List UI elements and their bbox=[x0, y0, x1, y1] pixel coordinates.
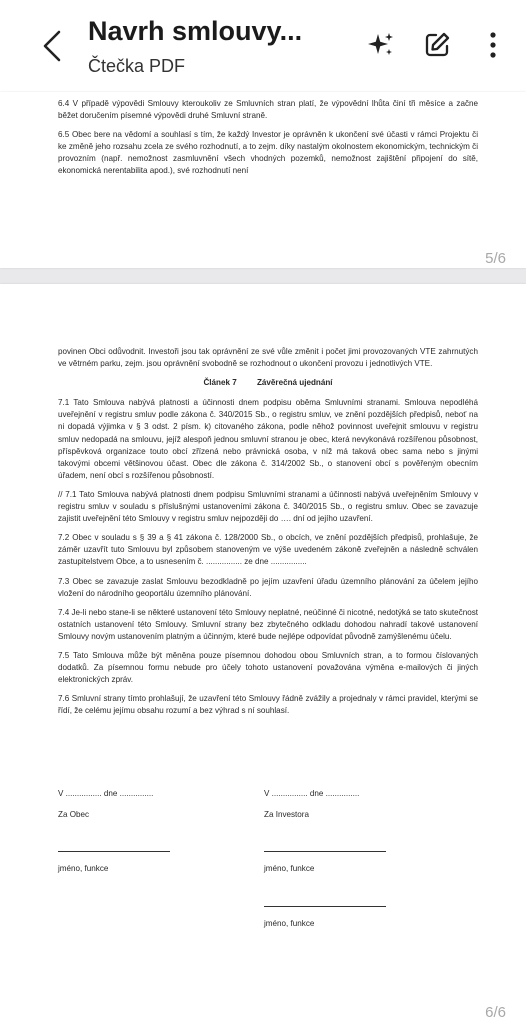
signature-line-investor-2 bbox=[264, 906, 386, 907]
article-number: Článek 7 bbox=[203, 378, 237, 388]
paragraph-7-1: 7.1 Tato Smlouva nabývá platnosti a účinnosti dnem podpisu oběma Smluvními stranami. Smlouva nepodléhá uveřejnění v registru smluv podle zákona č. 340/2015 Sb., o registru smluv, ve znění pozdějších předpisů, neboť na ni dopadá výjimka v § 3 odst. 2 písm. k) citovaného zákona, podle něhož povinnost uveřejnit smlouvu v registru smluv nedopadá na smlouvu, jejíž alespoň jednou smluvní stranou je obec, která nevykonává rozšířenou působnost, příspěvková organizace touto obcí zřízená nebo právnická osoba, v níž má taková obec sama nebo s jinými takovými obcemi většinovou účast. Obec dle zákona č. 314/2002 Sb., o stanovení obcí s pověřeným obecním úřadem, není obcí s rozšířenou působností. bbox=[58, 398, 478, 480]
paragraph-continuation: povinen Obci odůvodnit. Investoři jsou tak oprávnění ze své vůle změnit i počet jimi provozovaných VTE zahrnutých ve větrném parku, zejm. jsou oprávnění svobodně se rozhodnout o ukončení provozu i jednotlivých VTE. bbox=[58, 347, 478, 369]
document-title: Navrh smlouvy... bbox=[88, 16, 303, 46]
paragraph-7-5: 7.5 Tato Smlouva může být měněna pouze písemnou dohodou obou Smluvních stran, a to formou číslovaných dodatků. Za písemnou formu nebude pro účely tohoto ustanovení považována výměna e-mailových či jiných elektronických zpráv. bbox=[58, 650, 478, 685]
signature-line-obec bbox=[58, 851, 170, 852]
toolbar-actions bbox=[364, 28, 510, 62]
paragraph-7-3: 7.3 Obec se zavazuje zaslat Smlouvu bezodkladně po jejím uzavření úřadu územního plánování za účelem jejího vložení do národního geoportálu územního plánování. bbox=[58, 576, 478, 598]
paragraph-7-2: 7.2 Obec v souladu s § 39 a § 41 zákona č. 128/2000 Sb., o obcích, ve znění pozdějších předpisů, prohlašuje, že záměr uzavřít tuto Smlouvu byl způsobem stanoveným ve výše uvedeném zákoně zveřejněn a následně schválen zastupitelstvem Obce, a to usnesením č. ................ ze dne ................ bbox=[58, 533, 478, 567]
pdf-page-6[interactable] bbox=[0, 284, 526, 1024]
pdf-page-5[interactable] bbox=[0, 92, 526, 268]
more-options-button[interactable] bbox=[476, 28, 510, 62]
page-6-text bbox=[58, 346, 478, 724]
article-7-heading bbox=[58, 377, 478, 389]
arrow-left-icon bbox=[41, 29, 63, 63]
paragraph-6-4: 6.4 V případě výpovědi Smlouvy kteroukoliv ze Smluvních stran platí, že výpovědní lhůta činí tři měsíce a začne běžet doručením písemné výpovědi druhé Smluvní straně. bbox=[58, 99, 478, 121]
ai-assist-button[interactable] bbox=[364, 28, 398, 62]
more-vertical-icon bbox=[488, 30, 498, 60]
paragraph-7-1-alt: // 7.1 Tato Smlouva nabývá platnosti dnem podpisu Smluvními stranami a účinnosti nabývá uveřejněním Smlouvy v registru smluv v souladu s příslušnými ustanoveními zákona č. 340/2015 Sb., o registru smluv. Obec se zavazuje zajistit uveřejnění této Smlouvy v registru smluv nejpozději do …. dní od jejího uzavření. bbox=[58, 489, 478, 524]
paragraph-6-5: 6.5 Obec bere na vědomí a souhlasí s tím, že každý Investor je oprávněn k ukončení své účasti v rámci Projektu či ke změně jeho rozsahu zcela ze svého rozhodnutí, a to zejm. díky nastalým okolnostem ekonomickým, technickým či provozním (např. nemožnost zasmluvnění všech vhodných pozemků, nemožnost zajištění připojení do sítě, ekonomická nerentabilita apod.), své rozhodnutí není bbox=[58, 130, 478, 176]
name-function-obec: jméno, funkce bbox=[58, 864, 109, 873]
page-number-6: 6/6 bbox=[485, 1004, 506, 1021]
party-obec: Za Obec bbox=[58, 810, 90, 819]
sparkle-icon bbox=[366, 30, 396, 60]
party-investor: Za Investora bbox=[264, 810, 309, 819]
edit-icon bbox=[422, 30, 452, 60]
article-title: Závěrečná ujednání bbox=[256, 378, 333, 388]
paragraph-7-6: 7.6 Smluvní strany tímto prohlašují, že uzavření této Smlouvy řádně zvážily a projednaly v rámci pravidel, kterými se řídí, že celému jejímu obsahu rozumí a bez výhrad s ní souhlasí. bbox=[58, 694, 478, 716]
sign-place-right: V ................ dne ............... bbox=[264, 789, 360, 798]
app-bar bbox=[0, 0, 526, 92]
paragraph-7-4: 7.4 Je-li nebo stane-li se některé ustanovení této Smlouvy neplatné, neúčinné či nicotné, nedotýká se tato skutečnost ostatních ustanovení této Smlouvy. Smluvní strany bez zbytečného odkladu dohodou nahradí takové ustanovení Smlouvy novým ustanovením platným a účinným, které bude nejlépe odpovídat původně zamýšlenému účelu. bbox=[58, 607, 478, 641]
name-function-investor-1: jméno, funkce bbox=[264, 864, 315, 873]
signature-line-investor-1 bbox=[264, 851, 386, 852]
app-subtitle: Čtečka PDF bbox=[88, 56, 186, 76]
page-number-5: 5/6 bbox=[485, 250, 506, 267]
edit-button[interactable] bbox=[420, 28, 454, 62]
sign-place-left: V ................ dne ............... bbox=[58, 789, 154, 798]
page-5-text bbox=[58, 98, 478, 185]
name-function-investor-2: jméno, funkce bbox=[264, 919, 315, 928]
back-button[interactable] bbox=[34, 26, 70, 66]
